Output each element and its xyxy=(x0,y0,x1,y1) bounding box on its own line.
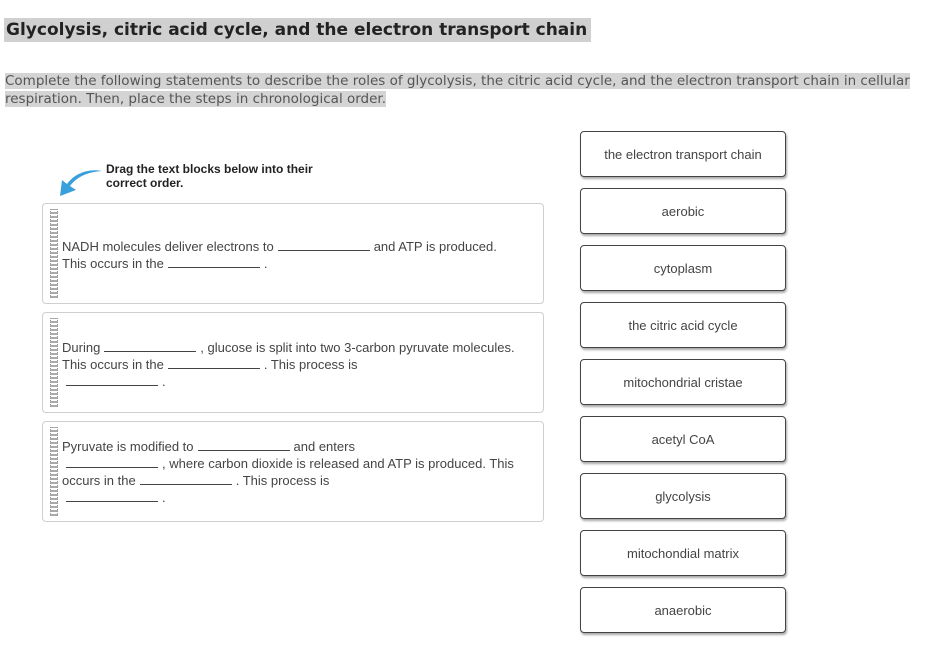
option-cytoplasm[interactable]: cytoplasm xyxy=(580,245,786,291)
option-aerobic[interactable]: aerobic xyxy=(580,188,786,234)
statement-text: During , glucose is split into two 3-carbon pyruvate molecules. This occurs in the . This process is . xyxy=(62,340,515,389)
option-anaerobic[interactable]: anaerobic xyxy=(580,587,786,633)
drag-handle-icon[interactable] xyxy=(50,318,58,407)
blank-drop-zone[interactable] xyxy=(66,375,158,386)
option-the-citric-acid-cycle[interactable]: the citric acid cycle xyxy=(580,302,786,348)
option-glycolysis[interactable]: glycolysis xyxy=(580,473,786,519)
blank-drop-zone[interactable] xyxy=(104,341,196,352)
blank-drop-zone[interactable] xyxy=(278,240,370,251)
option-acetyl-coa[interactable]: acetyl CoA xyxy=(580,416,786,462)
statement-text: Pyruvate is modified to and enters , where carbon dioxide is released and ATP is produced. This occurs in the . This process is . xyxy=(62,439,514,505)
blank-drop-zone[interactable] xyxy=(66,491,158,502)
blank-drop-zone[interactable] xyxy=(168,358,260,369)
drag-hint-text: Drag the text blocks below into their correct order. xyxy=(106,162,313,190)
option-mitochondrial-cristae[interactable]: mitochondrial cristae xyxy=(580,359,786,405)
statement-block-1[interactable] xyxy=(42,203,544,304)
blank-drop-zone[interactable] xyxy=(140,474,232,485)
statement-block-2[interactable] xyxy=(42,312,544,413)
drag-handle-icon[interactable] xyxy=(50,209,58,298)
drag-handle-icon[interactable] xyxy=(50,427,58,516)
statement-block-3[interactable] xyxy=(42,421,544,522)
blank-drop-zone[interactable] xyxy=(66,457,158,468)
blank-drop-zone[interactable] xyxy=(198,440,290,451)
arrow-icon xyxy=(58,166,104,200)
option-mitochondial-matrix[interactable]: mitochondial matrix xyxy=(580,530,786,576)
instructions-text: Complete the following statements to describe the roles of glycolysis, the citric acid cycle, and the electron transport chain in cellular respiration. Then, place the steps in chronological order. xyxy=(5,73,910,107)
option-the-electron-transport-chain[interactable]: the electron transport chain xyxy=(580,131,786,177)
statement-text: NADH molecules deliver electrons to and ATP is produced. This occurs in the . xyxy=(62,239,497,271)
page-title: Glycolysis, citric acid cycle, and the electron transport chain xyxy=(4,18,591,42)
blank-drop-zone[interactable] xyxy=(168,257,260,268)
instructions xyxy=(5,72,935,108)
